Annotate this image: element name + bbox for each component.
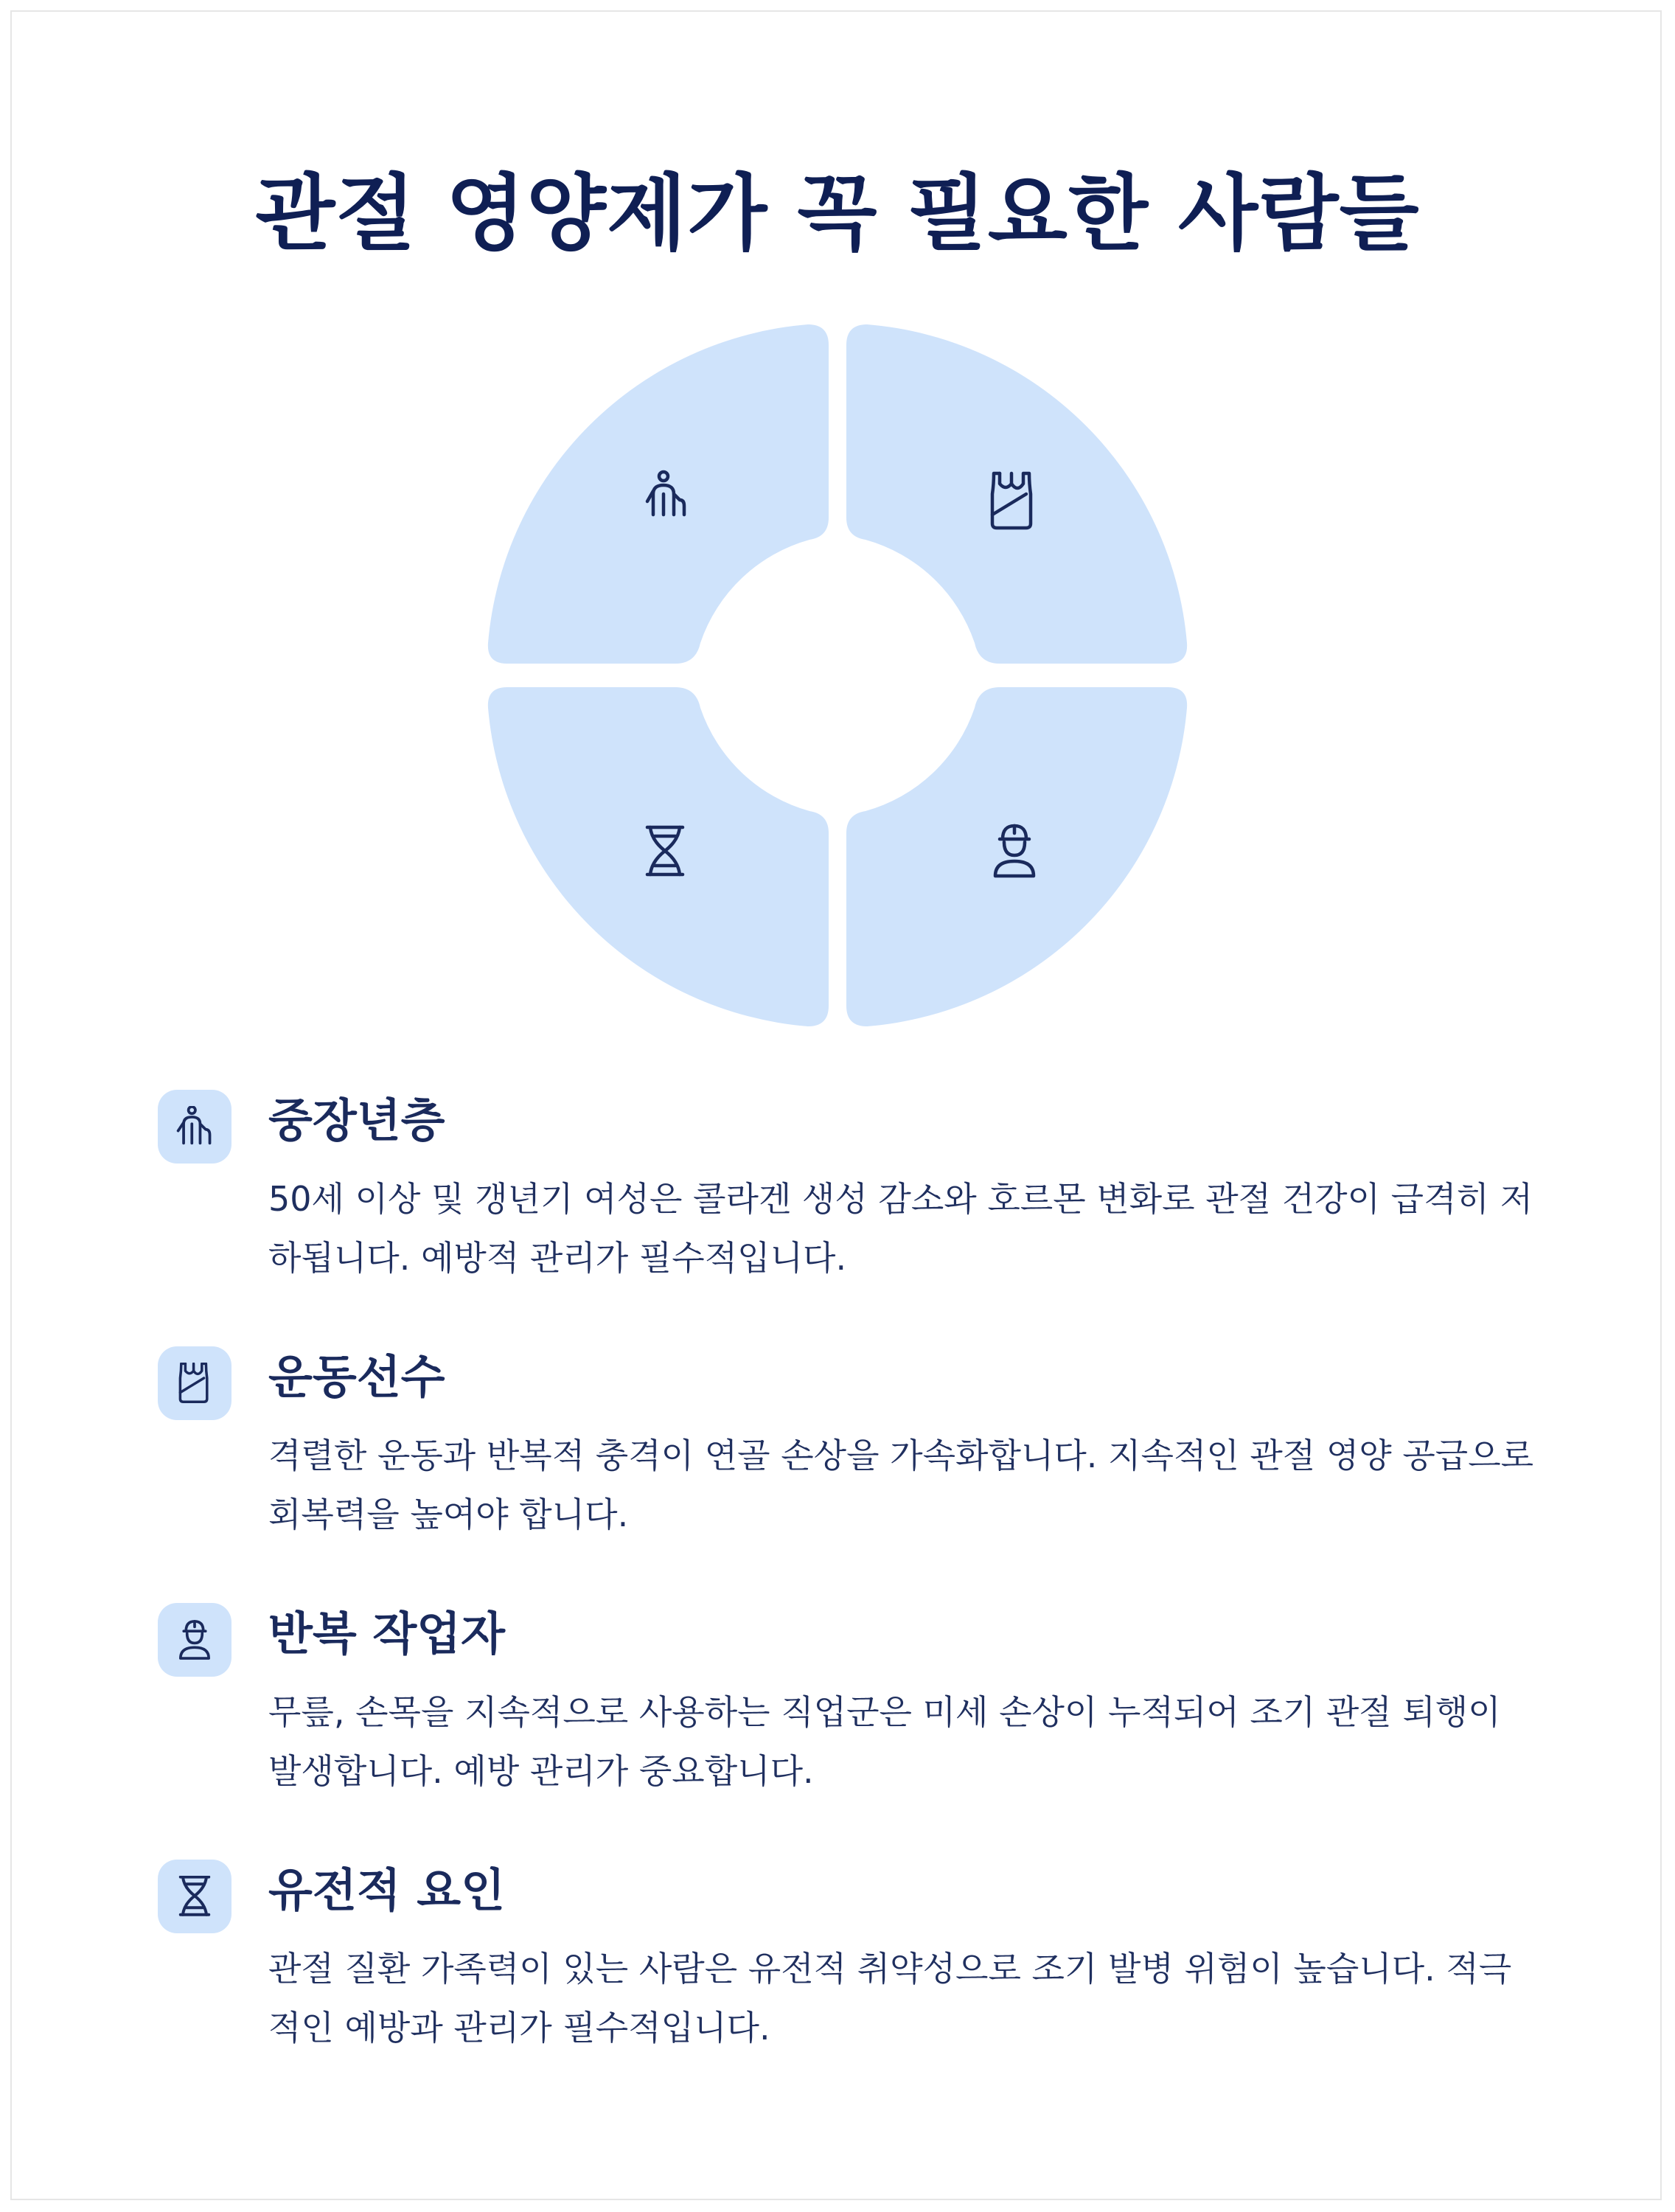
worker-hard-hat-icon (174, 1619, 215, 1660)
athlete-tank-top-icon (174, 1363, 215, 1404)
item-title: 중장년층 (268, 1093, 445, 1147)
page-title: 관절 영양제가 꼭 필요한 사람들 (255, 166, 1420, 262)
item-description: 무릎, 손목을 지속적으로 사용하는 직업군은 미세 손상이 누적되어 조기 관절 퇴행이 발생합니다. 예방 관리가 중요합니다. (268, 1692, 1501, 1791)
item-title: 운동선수 (268, 1350, 445, 1404)
segment-top-left (488, 324, 829, 664)
elderly-person-icon-badge (158, 1090, 231, 1164)
item-description: 격렬한 운동과 반복적 충격이 연골 손상을 가속화합니다. 지속적인 관절 영양 공급으로 회복력을 높여야 합니다. (268, 1436, 1534, 1534)
worker-hard-hat-icon-badge (158, 1603, 231, 1677)
item-title: 반복 작업자 (268, 1607, 506, 1660)
item-title: 유전적 요인 (268, 1863, 506, 1917)
diagram-segments (488, 324, 1187, 1026)
item-description: 관절 질환 가족력이 있는 사람은 유전적 취약성으로 조기 발병 위험이 높습니다. 적극적인 예방과 관리가 필수적입니다. (268, 1949, 1512, 2048)
athlete-tank-top-icon-badge (158, 1346, 231, 1420)
segment-top-right (846, 324, 1187, 664)
elderly-person-icon (174, 1106, 215, 1147)
dna-helix-icon-badge (158, 1860, 231, 1933)
dna-helix-icon (174, 1876, 215, 1917)
item-description: 50세 이상 및 갱년기 여성은 콜라겐 생성 감소와 호르몬 변화로 관절 건강이 급격히 저하됩니다. 예방적 관리가 필수적입니다. (268, 1179, 1533, 1278)
cycle-diagram (0, 0, 1675, 1047)
